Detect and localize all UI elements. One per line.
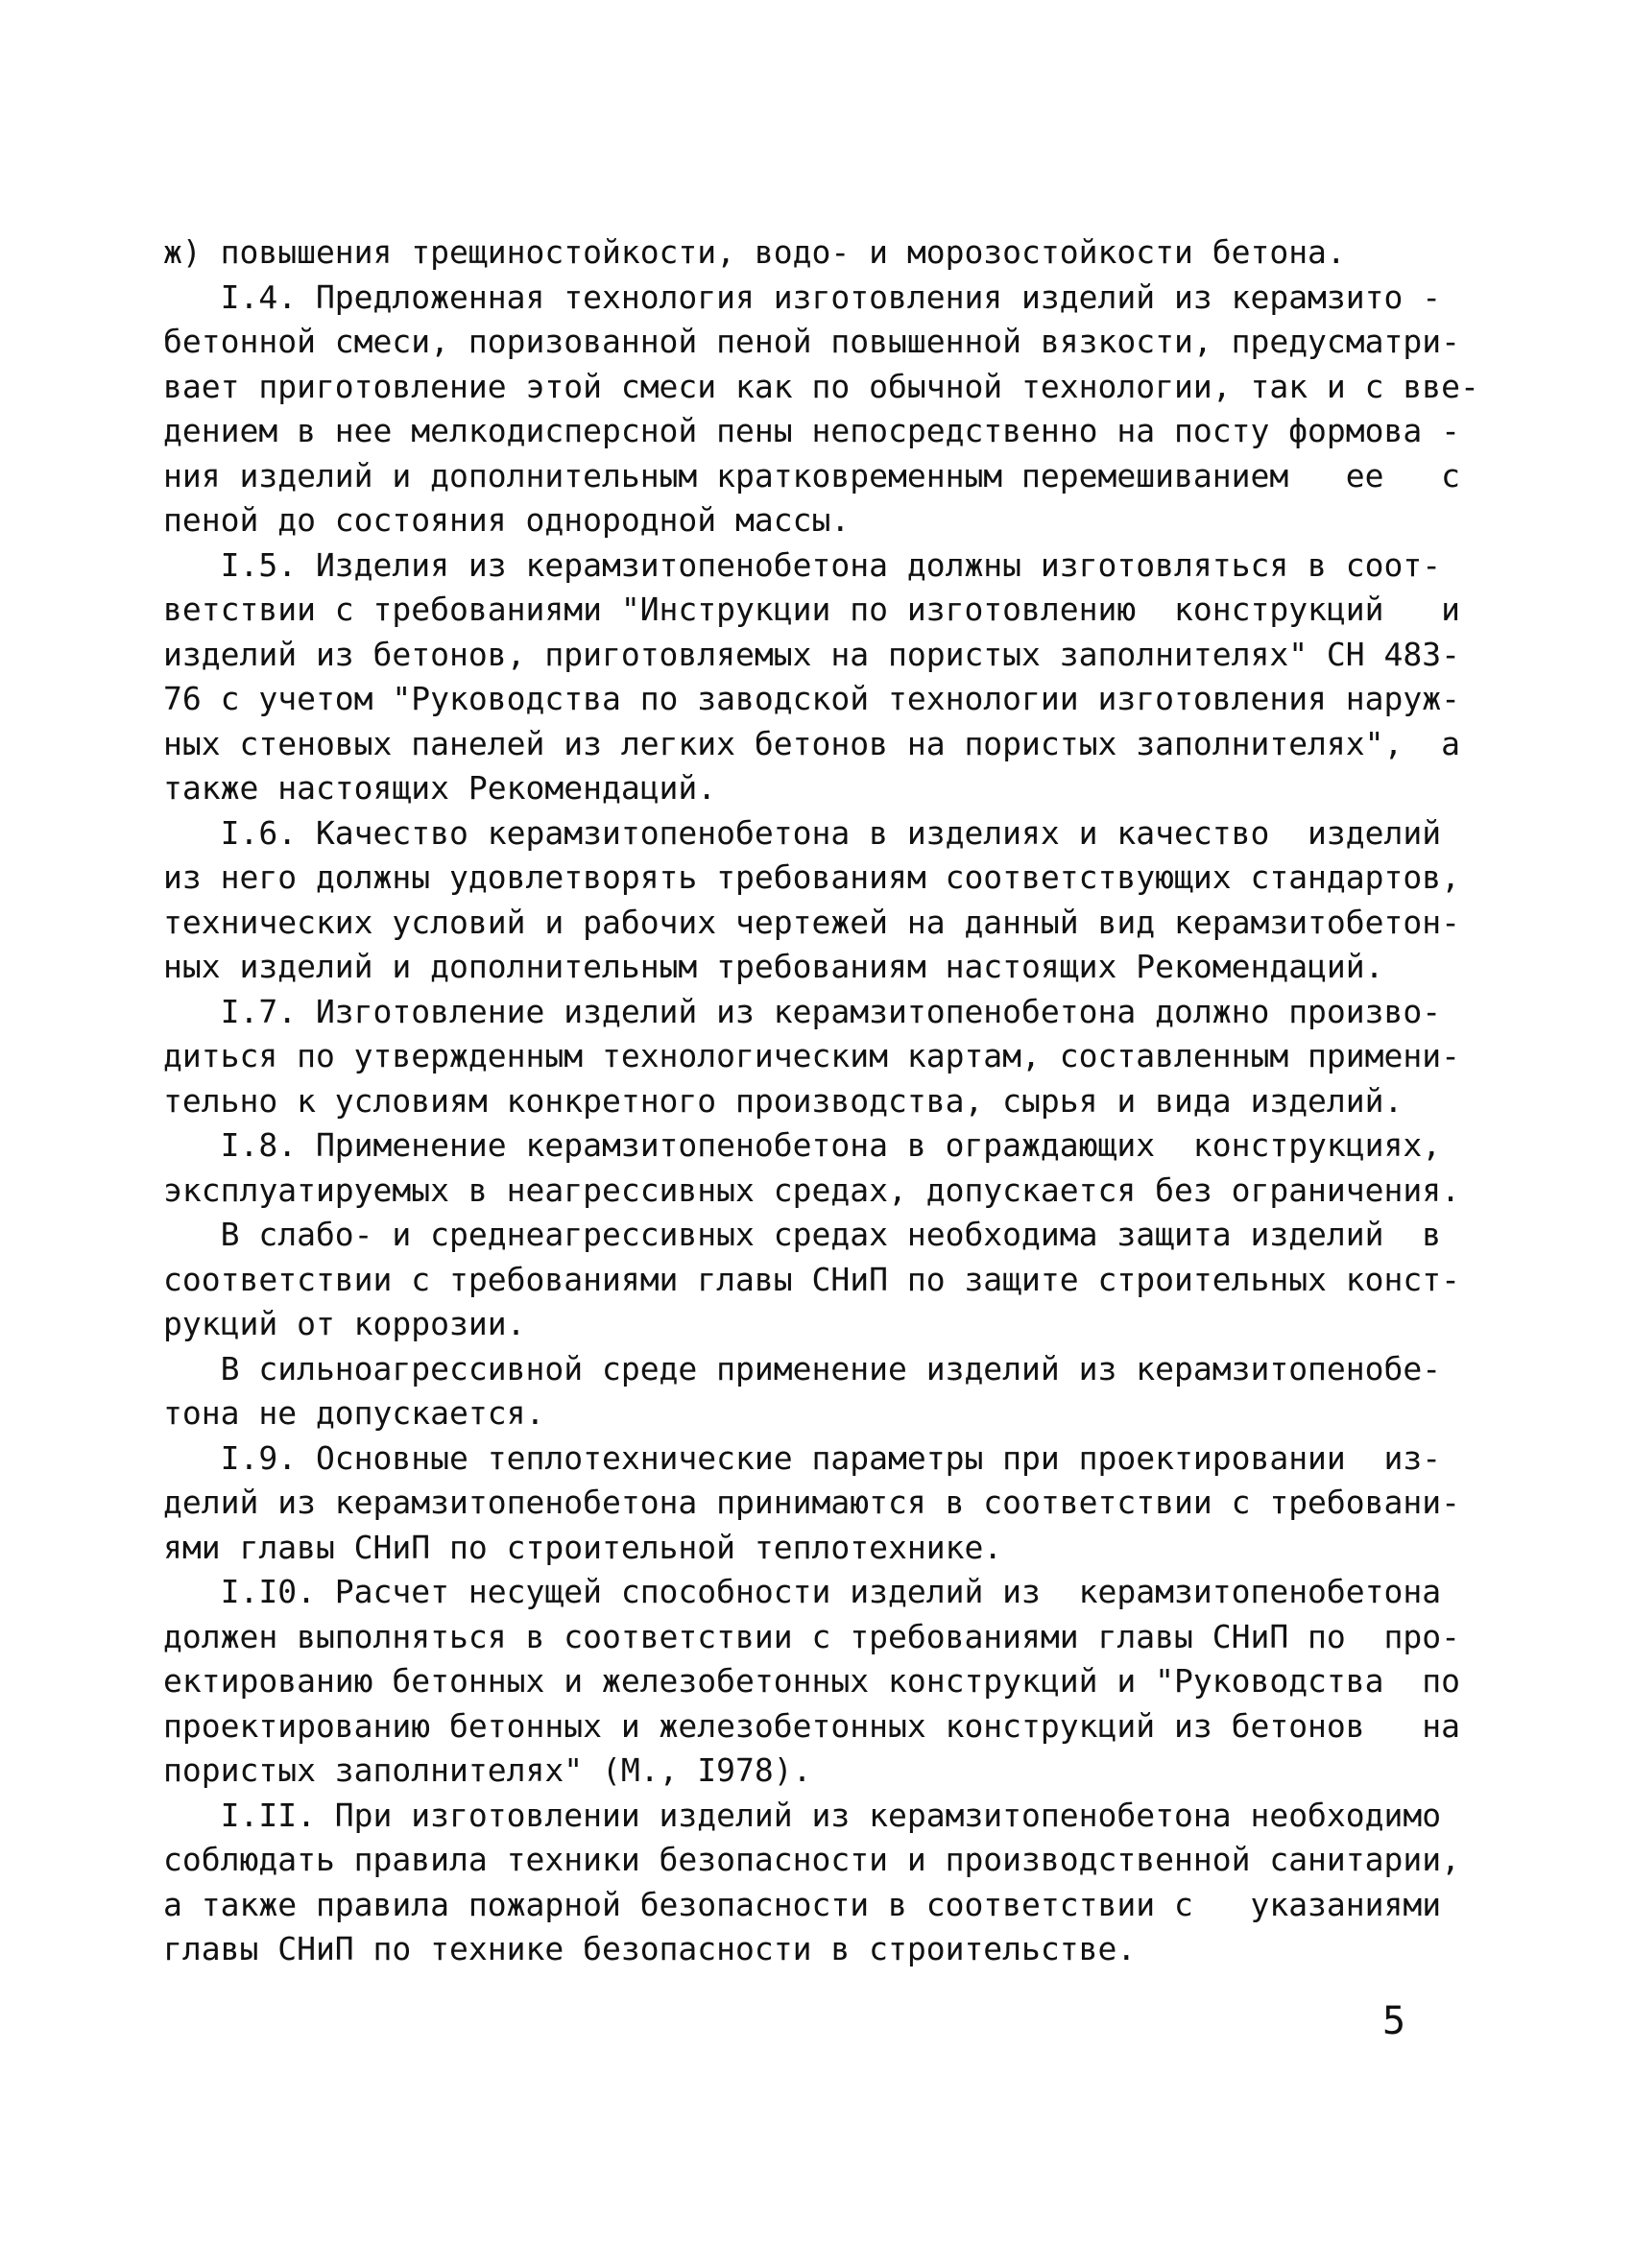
text-line: должен выполняться в соответствии с требованиями главы СНиП по про- [163,1617,1461,1655]
text-line: ж) повышения трещиностойкости, водо- и морозостойкости бетона. [163,233,1346,271]
text-line: бетонной смеси, поризованной пеной повышенной вязкости, предусматри- [163,323,1461,360]
text-line: ния изделий и дополнительным кратковременным перемешиванием ее с [163,456,1461,495]
text-line: изделий из бетонов, приготовляемых на пористых заполнителях" СН 483- [163,635,1461,673]
text-line: делий из керамзитопенобетона принимаются в соответствии с требовани- [163,1484,1461,1521]
text-line: ных изделий и дополнительным требованиям настоящих Рекомендаций. [163,948,1384,985]
text-line: В сильноагрессивной среде применение изделий из керамзитопенобе- [163,1349,1442,1387]
text-line: ектированию бетонных и железобетонных конструкций и "Руководства по [163,1662,1461,1700]
text-line: В слабо- и среднеагрессивных средах необходима защита изделий в [163,1216,1442,1253]
text-line: ями главы СНиП по строительной теплотехнике. [163,1528,1003,1566]
text-line: соответствии с требованиями главы СНиП по защите строительных конст- [163,1260,1461,1298]
text-line: 76 с учетом "Руководства по заводской технологии изготовления наруж- [163,680,1461,717]
text-line: I.I0. Расчет несущей способности изделий из керамзитопенобетона [163,1573,1442,1610]
text-line: ветствии с требованиями "Инструкции по изготовлению конструкций и [163,591,1461,628]
text-line: соблюдать правила техники безопасности и производственной санитарии, [163,1841,1461,1878]
text-line: также настоящих Рекомендаций. [163,769,717,807]
text-line: главы СНиП по технике безопасности в строительстве. [163,1930,1137,1967]
text-line: вает приготовление этой смеси как по обычной технологии, так и с вве- [163,367,1479,405]
text-line: рукций от коррозии. [163,1305,526,1342]
text-line: I.6. Качество керамзитопенобетона в изделиях и качество изделий [163,813,1442,852]
text-line: проектированию бетонных и железобетонных конструкций из бетонов на [163,1706,1461,1745]
text-line: I.II. При изготовлении изделий из керамзитопенобетона необходимо [163,1796,1442,1834]
text-line: тельно к условиям конкретного производства, сырья и вида изделий. [163,1081,1404,1120]
text-line: пористых заполнителях" (М., I978). [163,1751,812,1789]
text-line: I.7. Изготовление изделий из керамзитопенобетона должно произво- [163,992,1442,1030]
text-line: эксплуатируемых в неагрессивных средах, допускается без ограничения. [163,1170,1461,1209]
text-line: из него должны удовлетворять требованиям соответствующих стандартов, [163,858,1461,896]
text-line: а также правила пожарной безопасности в соответствии с указаниями [163,1885,1442,1923]
text-line: диться по утвержденным технологическим картам, составленным примени- [163,1037,1461,1074]
body-text [163,230,1479,1972]
text-line: тона не допускается. [163,1394,545,1432]
text-line: дением в нее мелкодисперсной пены непосредственно на посту формова - [163,412,1461,449]
page-number: 5 [1382,1999,1406,2043]
text-line: I.5. Изделия из керамзитопенобетона должны изготовляться в соот- [163,545,1442,584]
text-line: I.4. Предложенная технология изготовления изделий из керамзито - [163,277,1442,316]
text-line: I.8. Применение керамзитопенобетона в ограждающих конструкциях, [163,1126,1442,1164]
text-line: технических условий и рабочих чертежей на данный вид керамзитобетон- [163,903,1461,941]
text-line: I.9. Основные теплотехнические параметры при проектировании из- [163,1438,1442,1477]
text-line: ных стеновых панелей из легких бетонов на пористых заполнителях", а [163,724,1461,762]
text-line: пеной до состояния однородной массы. [163,501,851,539]
